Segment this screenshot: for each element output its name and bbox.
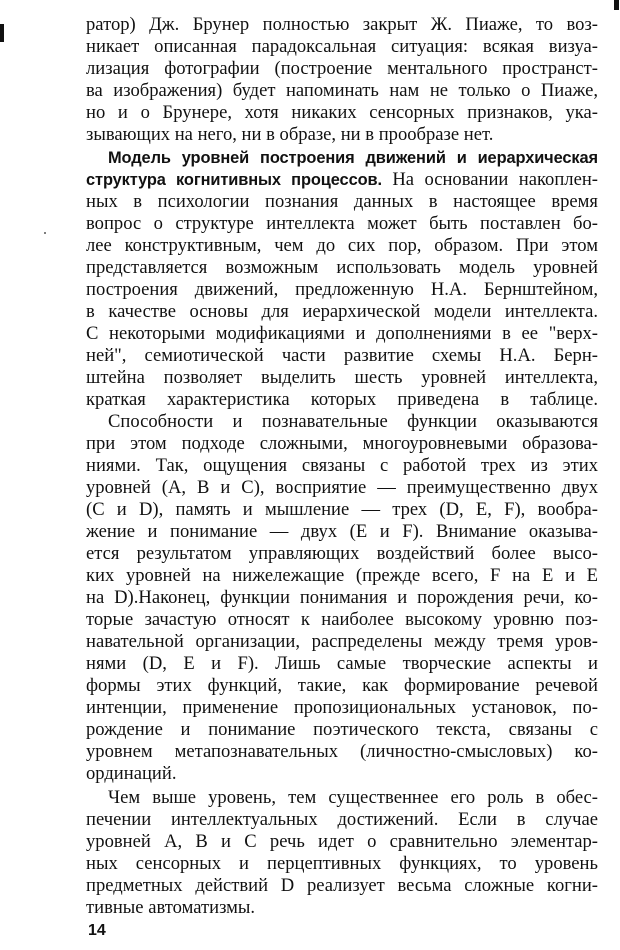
section-heading-continued: структура когнитивных процессов. <box>86 171 382 189</box>
heading-line <box>86 169 598 191</box>
text-line: ординаций. <box>86 763 177 784</box>
text-line: ных в психологии познания данных в настоящее время <box>86 191 598 212</box>
text-line: нями (D, E и F). Лишь самые творческие аспекты и <box>86 653 598 674</box>
text-line: вопрос о структуре интеллекта может быть поставлен бо- <box>86 213 598 234</box>
text-line: Чем выше уровень, тем существеннее его роль в обес- <box>108 787 598 808</box>
text-line: ней", семиотической части развитие схемы Н.А. Берн- <box>86 345 598 366</box>
text-line: печении интеллектуальных достижений. Если в случае <box>86 809 598 830</box>
text-line: интенции, применение пропозициональных установок, по- <box>86 697 598 718</box>
text-line: ется результатом управляющих воздействий более высо- <box>86 543 598 564</box>
page-number: 14 <box>88 922 106 939</box>
scan-edge-mark <box>614 0 619 10</box>
text-line: ных сенсорных и перцептивных функциях, то уровень <box>86 853 598 874</box>
scan-edge-mark <box>0 24 4 42</box>
text-line: лизация фотографии (построение ментального пространст- <box>86 58 598 79</box>
text-line: С некоторыми модификациями и дополнениями в ее "верх- <box>86 323 598 344</box>
text-line: тивные автоматизмы. <box>86 897 256 918</box>
text-line: лее конструктивным, чем до сих пор, образом. При этом <box>86 235 598 256</box>
text-line: уровнем метапознавательных (личностно-смысловых) ко- <box>86 741 598 762</box>
text-line: но и о Брунере, хотя никаких сенсорных признаков, ука- <box>86 102 598 123</box>
text-line: никает описанная парадоксальная ситуация: всякая визуа- <box>86 36 598 57</box>
text-line: формы этих функций, такие, как формирование речевой <box>86 675 598 696</box>
text-line: уровней A, B и C речь идет о сравнительно элементар- <box>86 831 598 852</box>
scan-speck <box>44 232 46 234</box>
text-line: штейна позволяет выделить шесть уровней интеллекта, <box>86 367 598 388</box>
text-line: ратор) Дж. Брунер полностью закрыт Ж. Пиаже, то воз- <box>86 14 598 35</box>
text-line: представляется возможным использовать модель уровней <box>86 257 598 278</box>
text-line: предметных действий D реализует весьма сложные когни- <box>86 875 598 896</box>
text-line: торые зачастую относят к наиболее высокому уровню поз- <box>86 609 598 630</box>
text-line: ких уровней на нижележащие (прежде всего, F на E и E <box>86 565 598 586</box>
text-fragment: На основании накоплен- <box>381 169 598 190</box>
text-line: жение и понимание — двух (E и F). Внимание оказыва- <box>86 521 598 542</box>
text-line: навательной организации, распределены между тремя уров- <box>86 631 598 652</box>
text-line: (C и D), память и мышление — трех (D, E, F), вообра- <box>86 499 598 520</box>
text-line: при этом подходе сложными, многоуровневыми образова- <box>86 433 598 454</box>
text-line: построения движений, предложенную Н.А. Бернштейном, <box>86 279 598 300</box>
text-line: Способности и познавательные функции оказываются <box>108 411 598 432</box>
text-line: на D).Наконец, функции понимания и порождения речи, ко- <box>86 587 598 608</box>
text-line: уровней (A, B и C), восприятие — преимущественно двух <box>86 477 598 498</box>
section-heading: Модель уровней построения движений и иерархическая <box>108 149 598 167</box>
text-line: рождение и понимание поэтического текста, связаны с <box>86 719 598 740</box>
text-line: зывающих на него, ни в образе, ни в прообразе нет. <box>86 124 494 145</box>
text-line: краткая характеристика которых приведена в таблице. <box>86 389 598 410</box>
text-line: ва изображения) будет напоминать нам не только о Пиаже, <box>86 80 598 101</box>
text-line: в качестве основы для иерархической модели интеллекта. <box>86 301 598 322</box>
text-line: ниями. Так, ощущения связаны с работой трех из этих <box>86 455 598 476</box>
